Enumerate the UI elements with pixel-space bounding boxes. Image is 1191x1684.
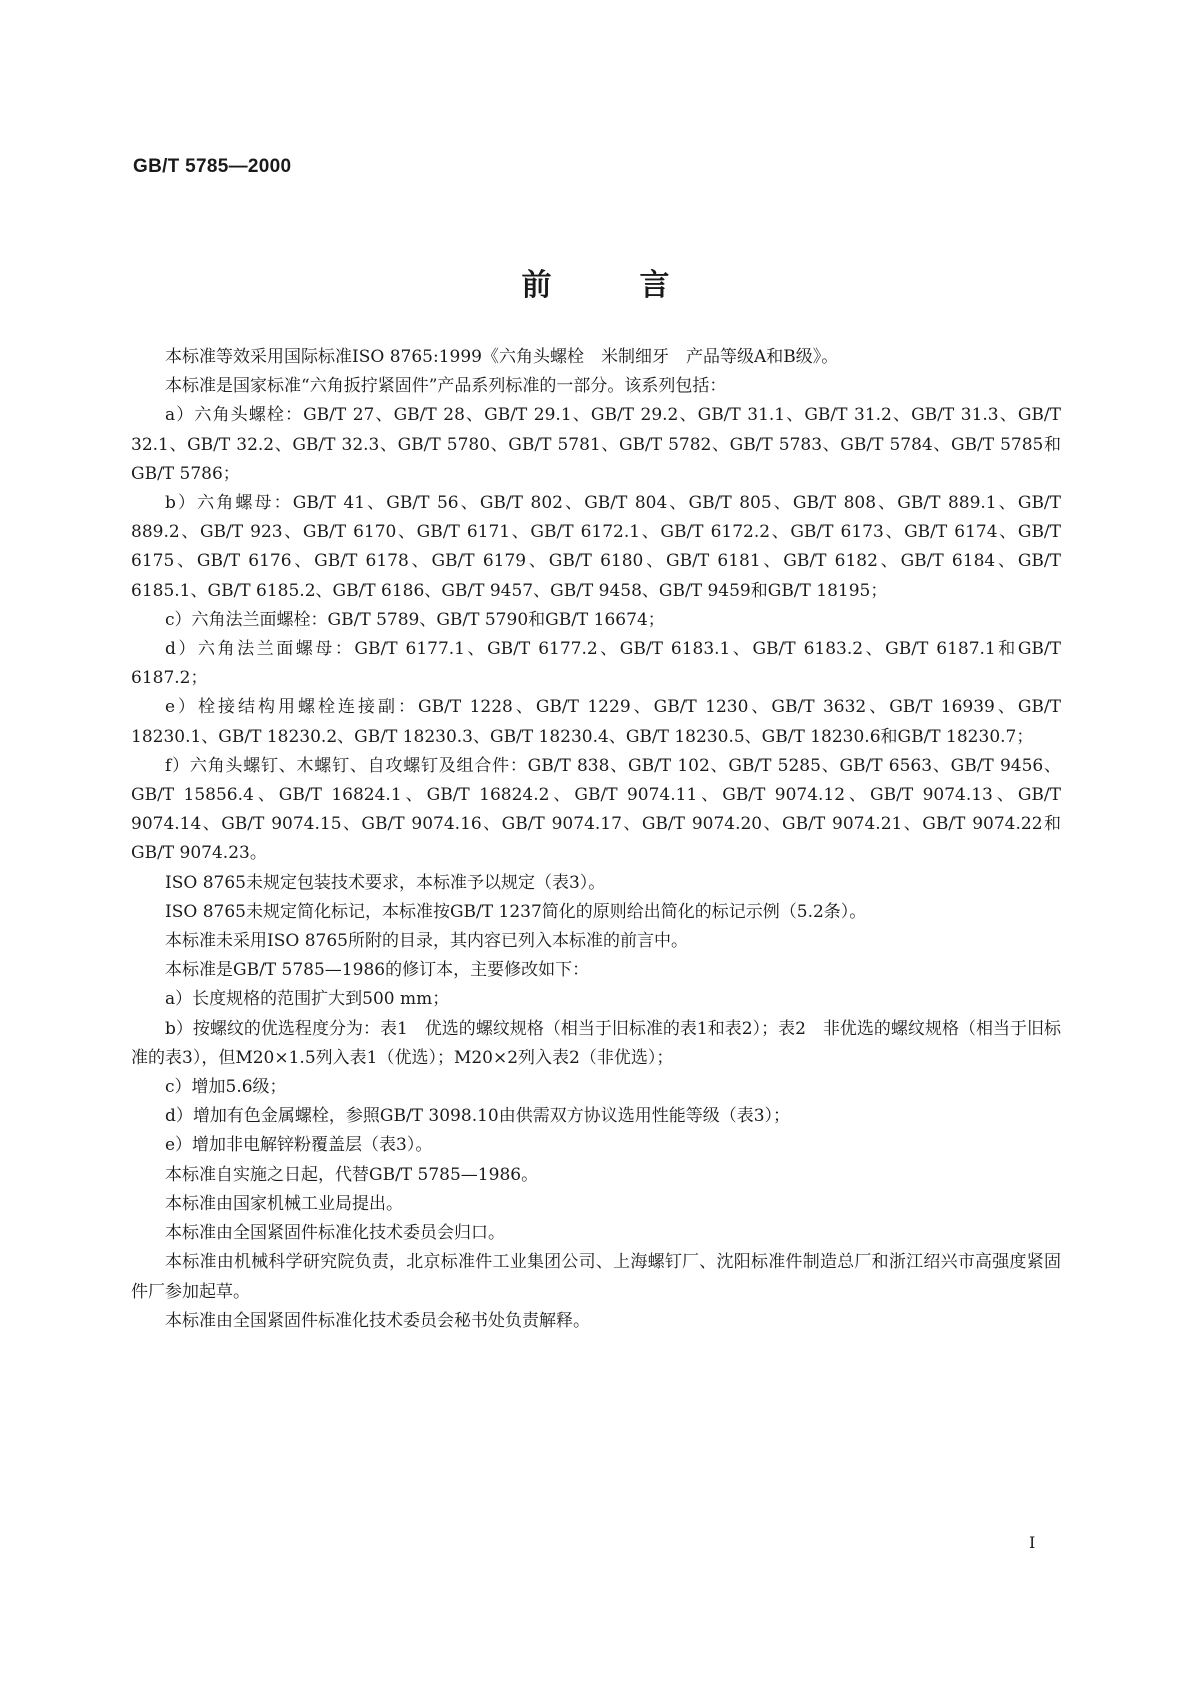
paragraph-centralized-by: 本标准由全国紧固件标准化技术委员会归口。 xyxy=(165,1223,505,1244)
paragraph-simplified-marking: ISO 8765未规定简化标记，本标准按GB/T 1237简化的原则给出简化的标记示例（5.2条）。 xyxy=(165,901,867,922)
list-item-hex-nuts: b）六角螺母：GB/T 41、GB/T 56、GB/T 802、GB/T 804、GB/T 805、GB/T 808、GB/T 889.1、GB/T 889.2、GB/T 923、GB/T 6170、GB/T 6171、GB/T 6172.1、GB/T 6172.2、GB/T 6173、GB/T 6174、GB/T 6175、GB/T 6176、GB/T 6178、GB/T 6179、GB/T 6180、GB/T 6181、GB/T 6182、GB/T 6184、GB/T 6185.1、GB/T 6185.2、GB/T 6186、GB/T 9457、GB/T 9458、GB/T 9459和GB/T 18195； xyxy=(131,493,1061,601)
paragraph-contents: 本标准未采用ISO 8765所附的目录，其内容已列入本标准的前言中。 xyxy=(165,931,688,952)
list-item-screws: f）六角头螺钉、木螺钉、自攻螺钉及组合件：GB/T 838、GB/T 102、GB/T 5285、GB/T 6563、GB/T 9456、GB/T 15856.4、GB/T 16824.1、GB/T 16824.2、GB/T 9074.11、GB/T 9074.12、GB/T 9074.13、GB/T 9074.14、GB/T 9074.15、GB/T 9074.16、GB/T 9074.17、GB/T 9074.20、GB/T 9074.21、GB/T 9074.22和GB/T 9074.23。 xyxy=(131,755,1061,864)
standard-code-header: GB/T 5785—2000 xyxy=(133,156,292,177)
list-item-hex-bolts: a）六角头螺栓：GB/T 27、GB/T 28、GB/T 29.1、GB/T 29.2、GB/T 31.1、GB/T 31.2、GB/T 31.3、GB/T 32.1、GB/T 32.2、GB/T 32.3、GB/T 5780、GB/T 5781、GB/T 5782、GB/T 5783、GB/T 5784、GB/T 5785和GB/T 5786； xyxy=(131,405,1061,484)
list-item-grade: c）增加5.6级； xyxy=(165,1077,287,1098)
page-title xyxy=(0,268,1191,304)
title-char-2: 言 xyxy=(639,268,670,303)
foreword-body xyxy=(131,343,1061,1336)
list-item-length-range: a）长度规格的范围扩大到500 mm； xyxy=(165,989,450,1010)
paragraph-packaging: ISO 8765未规定包装技术要求，本标准予以规定（表3）。 xyxy=(165,872,606,893)
list-item-flange-nuts: d）六角法兰面螺母：GB/T 6177.1、GB/T 6177.2、GB/T 6183.1、GB/T 6183.2、GB/T 6187.1和GB/T 6187.2； xyxy=(131,639,1061,689)
list-item-thread-preference: b）按螺纹的优选程度分为：表1 优选的螺纹规格（相当于旧标准的表1和表2）；表2 非优选的螺纹规格（相当于旧标准的表3），但M20×1.5列入表1（优选）；M20×2列入表2（非优选）； xyxy=(131,1018,1061,1068)
paragraph-interpreted-by: 本标准由全国紧固件标准化技术委员会秘书处负责解释。 xyxy=(165,1310,590,1331)
paragraph-revision-intro: 本标准是GB/T 5785—1986的修订本，主要修改如下： xyxy=(165,960,590,981)
paragraph-series-intro: 本标准是国家标准“六角扳拧紧固件”产品系列标准的一部分。该系列包括： xyxy=(165,376,727,397)
title-char-1: 前 xyxy=(521,268,552,303)
list-item-nonferrous: d）增加有色金属螺栓，参照GB/T 3098.10由供需双方协议选用性能等级（表3）； xyxy=(165,1106,791,1127)
paragraph-adoption: 本标准等效采用国际标准ISO 8765:1999《六角头螺栓 米制细牙 产品等级A和B级》。 xyxy=(165,347,839,367)
list-item-coating: e）增加非电解锌粉覆盖层（表3）。 xyxy=(165,1135,433,1156)
paragraph-replaces: 本标准自实施之日起，代替GB/T 5785—1986。 xyxy=(165,1164,539,1185)
paragraph-drafted-by: 本标准由机械科学研究院负责，北京标准件工业集团公司、上海螺钉厂、沈阳标准件制造总厂和浙江绍兴市高强度紧固件厂参加起草。 xyxy=(131,1252,1061,1302)
list-item-structural-bolting: e）栓接结构用螺栓连接副：GB/T 1228、GB/T 1229、GB/T 1230、GB/T 3632、GB/T 16939、GB/T 18230.1、GB/T 18230.2、GB/T 18230.3、GB/T 18230.4、GB/T 18230.5、GB/T 18230.6和GB/T 18230.7； xyxy=(131,697,1061,747)
paragraph-proposed-by: 本标准由国家机械工业局提出。 xyxy=(165,1193,403,1214)
page-number: I xyxy=(1029,1533,1036,1552)
list-item-flange-bolts: c）六角法兰面螺栓：GB/T 5789、GB/T 5790和GB/T 16674； xyxy=(165,609,665,630)
